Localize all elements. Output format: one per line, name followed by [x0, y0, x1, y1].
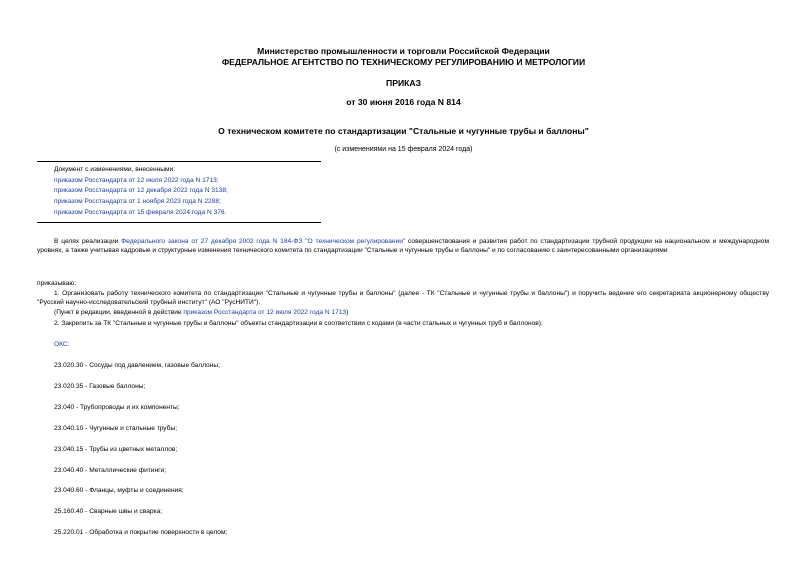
item-1-note-suffix: ) [346, 309, 349, 316]
oks-item: 23.040.10 - Чугунные и стальные трубы; [54, 425, 178, 432]
revision-note: (с изменениями на 15 февраля 2024 года) [334, 146, 473, 153]
change-link-1[interactable]: приказом Росстандарта от 12 июля 2022 года N 1713; [54, 177, 219, 184]
oks-item: 23.040.40 - Металлические фитинги; [54, 467, 167, 474]
order-word: приказываю: [37, 280, 77, 287]
item-1-note-link[interactable]: приказом Росстандарта от 12 июля 2022 года N 1713 [183, 309, 347, 316]
change-link-3[interactable]: приказом Росстандарта от 1 ноября 2023 года N 2288; [54, 198, 221, 205]
item-1-note [54, 308, 348, 317]
item-1-paragraph: 1. Организовать работу технического комитета по стандартизации "Стальные и чугунные трубы и баллоны" (далее - ТК "Стальные и чугунные трубы и баллоны") и поручить ведение его секретариата акционерному обществу "Русский научно-исследовательский трубный институт" (АО "РусНИТИ"). [37, 290, 769, 306]
oks-item: 23.040.60 - Фланцы, муфты и соединения; [54, 487, 184, 494]
federal-law-link[interactable]: Федерального закона от 27 декабря 2002 года N 184-ФЗ "О техническом регулировании" [121, 238, 406, 245]
oks-item: 23.040.15 - Трубы из цветных металлов; [54, 446, 178, 453]
oks-item: 23.020.35 - Газовые баллоны; [54, 383, 146, 390]
changes-top-rule [37, 161, 321, 162]
changes-intro: Документ с изменениями, внесенными: [54, 166, 176, 173]
item-1-note-prefix: (Пункт в редакции, введенной в действие [54, 309, 184, 316]
document-title: О техническом комитете по стандартизации "Стальные и чугунные трубы и баллоны" [218, 126, 589, 136]
preamble-prefix: В целях реализации [54, 238, 122, 245]
change-link-2[interactable]: приказом Росстандарта от 12 декабря 2022 года N 3138; [54, 187, 228, 194]
agency-heading: ФЕДЕРАЛЬНОЕ АГЕНТСТВО ПО ТЕХНИЧЕСКОМУ РЕГУЛИРОВАНИЮ И МЕТРОЛОГИИ [221, 57, 586, 67]
oks-item: 23.040 - Трубопроводы и их компоненты; [54, 404, 180, 411]
oks-item: 25.220.01 - Обработка и покрытие поверхности в целом; [54, 529, 228, 536]
oks-item: 23.020.30 - Сосуды под давлением, газовые баллоны; [54, 362, 220, 369]
ministry-heading: Министерство промышленности и торговли Российской Федерации [257, 46, 550, 56]
changes-bottom-rule [37, 222, 321, 223]
doc-type-heading: ПРИКАЗ [386, 78, 421, 88]
oks-item: 25.160.40 - Сварные швы и сварка; [54, 508, 163, 515]
preamble-suffix: совершенствования и развития работ по стандартизации трубной продукции на национальном и международном уровнях, а также учитывая кадровые и структурные изменения технического комитета по стандартизации "Стальные и чугунные трубы и баллоны" и по согласованию с заинтересованными организациями [37, 238, 769, 254]
preamble-paragraph [37, 237, 769, 255]
change-link-4[interactable]: приказом Росстандарта от 15 февраля 2024 года N 376. [54, 209, 227, 216]
date-number-heading: от 30 июня 2016 года N 814 [346, 97, 461, 107]
item-2-paragraph: 2. Закрепить за ТК "Стальные и чугунные трубы и баллоны" объекты стандартизации в соответствии с кодами (в части стальных и чугунных труб и баллонов): [54, 320, 543, 327]
oks-link[interactable]: ОКС: [54, 341, 70, 348]
